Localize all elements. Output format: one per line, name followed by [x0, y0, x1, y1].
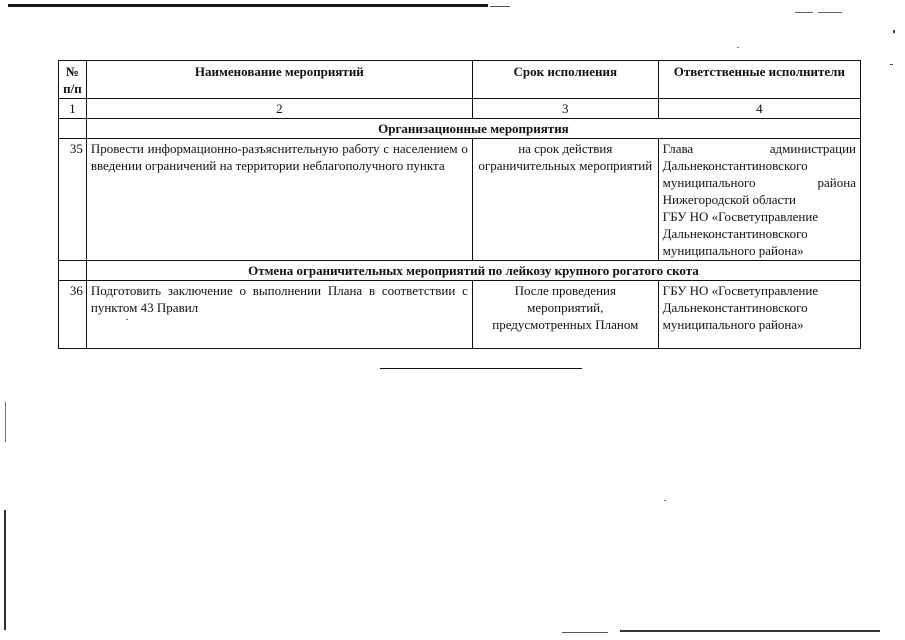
row-term: После проведения мероприятий, предусмотренных Планом	[472, 281, 658, 349]
scan-artifact-dot	[893, 30, 895, 33]
scan-artifact-bottom-line	[562, 632, 608, 633]
header-term: Срок исполнения	[472, 61, 658, 99]
column-index-row	[59, 99, 861, 119]
plan-table	[58, 60, 861, 349]
responsible-line: Дальнеконстантиновского	[662, 300, 808, 315]
table-row	[59, 139, 861, 261]
section-row	[59, 261, 861, 281]
responsible-line: муниципального района»	[662, 317, 804, 332]
index-cell: 1	[59, 99, 87, 119]
header-responsible: Ответственные исполнители	[658, 61, 860, 99]
responsible-line: Дальнеконстантиновского	[662, 158, 808, 173]
scan-artifact-bottom-line	[620, 630, 880, 632]
responsible-line: ГБУ НО «Госветуправление	[662, 209, 819, 224]
scan-artifact-left-line	[5, 402, 6, 442]
section-row	[59, 119, 861, 139]
section-title: Организационные мероприятия	[86, 119, 860, 139]
header-name: Наименование мероприятий	[86, 61, 472, 99]
scan-speck	[737, 47, 739, 48]
row-term: на срок действия ограничительных мероприятий	[472, 139, 658, 261]
header-row	[59, 61, 861, 99]
row-number: 35	[59, 139, 87, 261]
scan-artifact-corner-mark	[818, 12, 842, 13]
table-row	[59, 281, 861, 349]
section-spacer	[59, 119, 87, 139]
scan-artifact-dot	[890, 64, 893, 65]
scan-artifact-left-line	[4, 510, 6, 630]
index-cell: 4	[658, 99, 860, 119]
row-name: Провести информационно-разъяснительную работу с населением о введении ограничений на территории неблагополучного пункта	[86, 139, 472, 261]
scan-speck	[664, 500, 666, 501]
scan-artifact-top-bar	[8, 4, 488, 7]
responsible-line: ГБУ НО «Госветуправление	[662, 283, 819, 298]
scan-artifact-corner-mark	[795, 12, 813, 13]
responsible-line: Дальнеконстантиновского	[662, 226, 808, 241]
closing-divider	[380, 368, 582, 369]
responsible-line: муниципального района»	[662, 243, 804, 258]
row-responsible: Глава администрации Дальнеконстантиновского муниципального района Нижегородской области ГБУ НО «Госветуправление Дальнеконстантиновского муниципального района»	[658, 139, 860, 261]
scan-artifact-top-dash	[490, 6, 510, 7]
section-spacer	[59, 261, 87, 281]
index-cell: 2	[86, 99, 472, 119]
index-cell: 3	[472, 99, 658, 119]
header-num: № п/п	[59, 61, 87, 99]
row-number: 36	[59, 281, 87, 349]
responsible-line: Нижегородской области	[662, 192, 796, 207]
section-title: Отмена ограничительных мероприятий по лейкозу крупного рогатого скота	[86, 261, 860, 281]
row-responsible	[658, 281, 860, 349]
row-name: Подготовить заключение о выполнении Плана в соответствии с пунктом 43 Правил	[86, 281, 472, 349]
